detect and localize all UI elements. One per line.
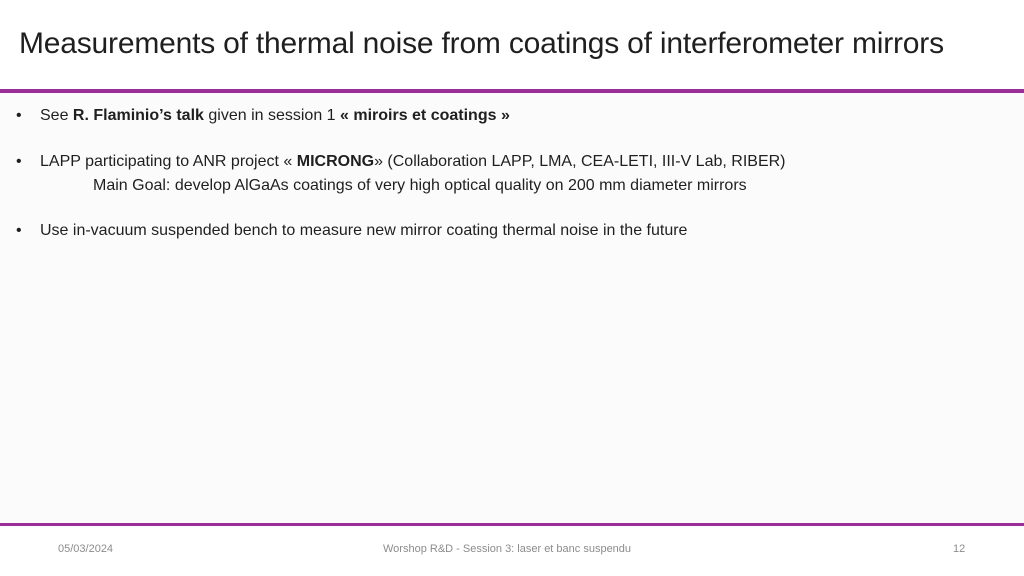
bullet-item-1 [16,107,510,125]
footer-divider [0,523,1024,526]
bullet-marker: • [16,153,22,170]
bullet-text: given in session 1 [203,107,340,124]
bullet-text: LAPP participating to ANR project « [40,153,297,170]
footer-title: Worshop R&D - Session 3: laser et banc suspendu [383,543,632,555]
bullet-text: Use in-vacuum suspended bench to measure new mirror coating thermal noise in the future [40,222,688,239]
bullet-text: See [40,107,73,124]
bullet-text: » (Collaboration LAPP, LMA, CEA-LETI, III-V Lab, RIBER) [374,153,786,170]
bullet-subline: Main Goal: develop AlGaAs coatings of very high optical quality on 200 mm diameter mirrors [93,177,747,194]
slide-title: Measurements of thermal noise from coatings of interferometer mirrors [19,27,944,60]
footer-page-number: 12 [953,543,966,555]
bullet-marker: • [16,222,22,239]
bullet-item-3 [16,222,687,240]
bullet-bold-text: MICRONG [296,153,375,170]
bullet-bold-text: « miroirs et coatings » [340,107,510,124]
footer-date: 05/03/2024 [58,543,114,555]
bullet-item-2 [16,153,786,171]
bullet-bold-text: R. Flaminio’s talk [72,107,204,124]
bullet-marker: • [16,107,22,124]
